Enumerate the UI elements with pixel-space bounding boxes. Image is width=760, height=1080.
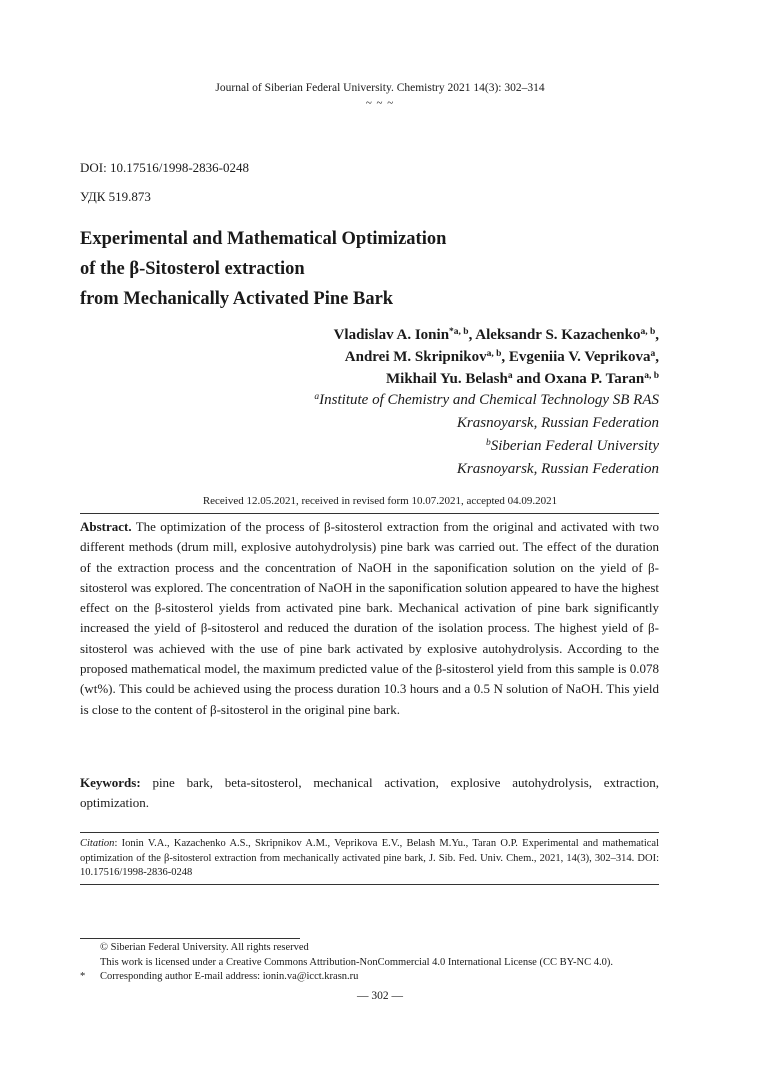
- journal-header: Journal of Siberian Federal University. Chemistry 2021 14(3): 302–314: [215, 82, 545, 94]
- author-line: Vladislav A. Ionin$^{*a, b}$, Aleksandr S. Kazachenko$^{a, b}$,: [333, 326, 659, 343]
- footnote-divider: [80, 938, 300, 939]
- received-dates: Received 12.05.2021, received in revised form 10.07.2021, accepted 04.09.2021: [202, 495, 558, 507]
- author-name: Evgeniia V. Veprikova: [508, 349, 651, 365]
- author-name: Vladislav A. Ionin: [333, 327, 450, 343]
- license-note: This work is licensed under a Creative Commons Attribution-NonCommercial 4.0 International License (CC BY-NC 4.0).: [100, 956, 613, 968]
- author-affiliation-mark: a, b: [486, 348, 502, 359]
- abstract-label: Abstract.: [80, 519, 132, 534]
- doi: DOI: 10.17516/1998-2836-0248: [80, 160, 249, 175]
- author-affiliation-mark: a: [650, 348, 656, 359]
- title-line: Experimental and Mathematical Optimization: [80, 229, 447, 249]
- affiliation-b: $^b$Siberian Federal University: [485, 437, 659, 454]
- author-affiliation-mark: a: [507, 370, 513, 381]
- author-line: Mikhail Yu. Belash$^a$ and Oxana P. Taran$^{a, b}$: [386, 370, 659, 387]
- corresponding-author-note: * Corresponding author E-mail address: ionin.va@icct.krasn.ru: [80, 970, 680, 985]
- author-name: Mikhail Yu. Belash: [386, 371, 508, 387]
- author-list: [59, 324, 659, 390]
- affiliations: [59, 389, 659, 481]
- divider: [80, 884, 659, 885]
- author-line: Andrei M. Skripnikov$^{a, b}$, Evgeniia V. Veprikova$^a$,: [344, 348, 659, 365]
- citation-label: Citation: [80, 838, 115, 849]
- affiliation-a: $^a$Institute of Chemistry and Chemical Technology SB RAS: [314, 391, 659, 408]
- author-name: Andrei M. Skripnikov: [344, 349, 487, 365]
- divider: [80, 513, 659, 514]
- page-number: — 302 —: [357, 990, 403, 1002]
- author-name: Aleksandr S. Kazachenko: [475, 327, 641, 343]
- author-affiliation-mark: a, b: [644, 370, 659, 381]
- affiliation-b-city: Krasnoyarsk, Russian Federation: [456, 461, 659, 477]
- author-affiliation-mark: a, b: [640, 326, 656, 337]
- footnote-star: *: [80, 971, 86, 982]
- title-line: from Mechanically Activated Pine Bark: [80, 289, 394, 309]
- affiliation-a-city: Krasnoyarsk, Russian Federation: [456, 415, 659, 431]
- copyright-note: © Siberian Federal University. All rights reserved: [100, 942, 309, 953]
- citation: [80, 837, 659, 881]
- abstract-text: The optimization of the process of β-sitosterol extraction from the original and activated with two different methods (drum mill, explosive autohydrolysis) pine bark was carried out. The effect of the duration of the extraction process and the concentration of NaOH in the saponification solution on the yield of β-sitosterol was explored. The concentration of NaOH in the saponification solution appeared to have the highest effect on the β-sitosterol yields from activated pine bark. Mechanical activation of pine bark significantly increased the yield of β-sitosterol and reduced the duration of the isolation process. The highest yield of β-sitosterol was achieved with the use of pine bark activated by explosive autohydrolysis. According to the proposed mathematical model, the maximum predicted value of the β-sitosterol yield from this sample is 0.078 (wt%). This could be achieved using the process duration 10.3 hours and a 0.5 N solution of NaOH. This yield is close to the content of β-sitosterol in the original pine bark.: [80, 519, 659, 717]
- citation-text: : Ionin V.A., Kazachenko A.S., Skripnikov A.M., Veprikova E.V., Belash M.Yu., Taran O.P. Experimental and mathematical optimization of the β-sitosterol extraction from mechanically activated pine bark, J. Sib. Fed. Univ. Chem., 2021, 14(3), 302–314. DOI: 10.17516/1998-2836-0248: [80, 838, 659, 879]
- title-line: of the β-Sitosterol extraction: [80, 259, 305, 279]
- header-ornament: ~ ~ ~: [365, 97, 395, 109]
- article-title: [80, 224, 446, 314]
- footnotes: [80, 941, 680, 985]
- keywords: [80, 773, 659, 814]
- author-affiliation-mark: *a, b: [449, 326, 469, 337]
- abstract: [80, 517, 659, 720]
- author-name: Oxana P. Taran: [544, 371, 645, 387]
- keywords-label: Keywords:: [80, 775, 141, 790]
- udc-code: УДК 519.873: [80, 189, 151, 204]
- divider: [80, 832, 659, 833]
- keywords-text: pine bark, beta-sitosterol, mechanical activation, explosive autohydrolysis, extraction, optimization.: [80, 775, 659, 811]
